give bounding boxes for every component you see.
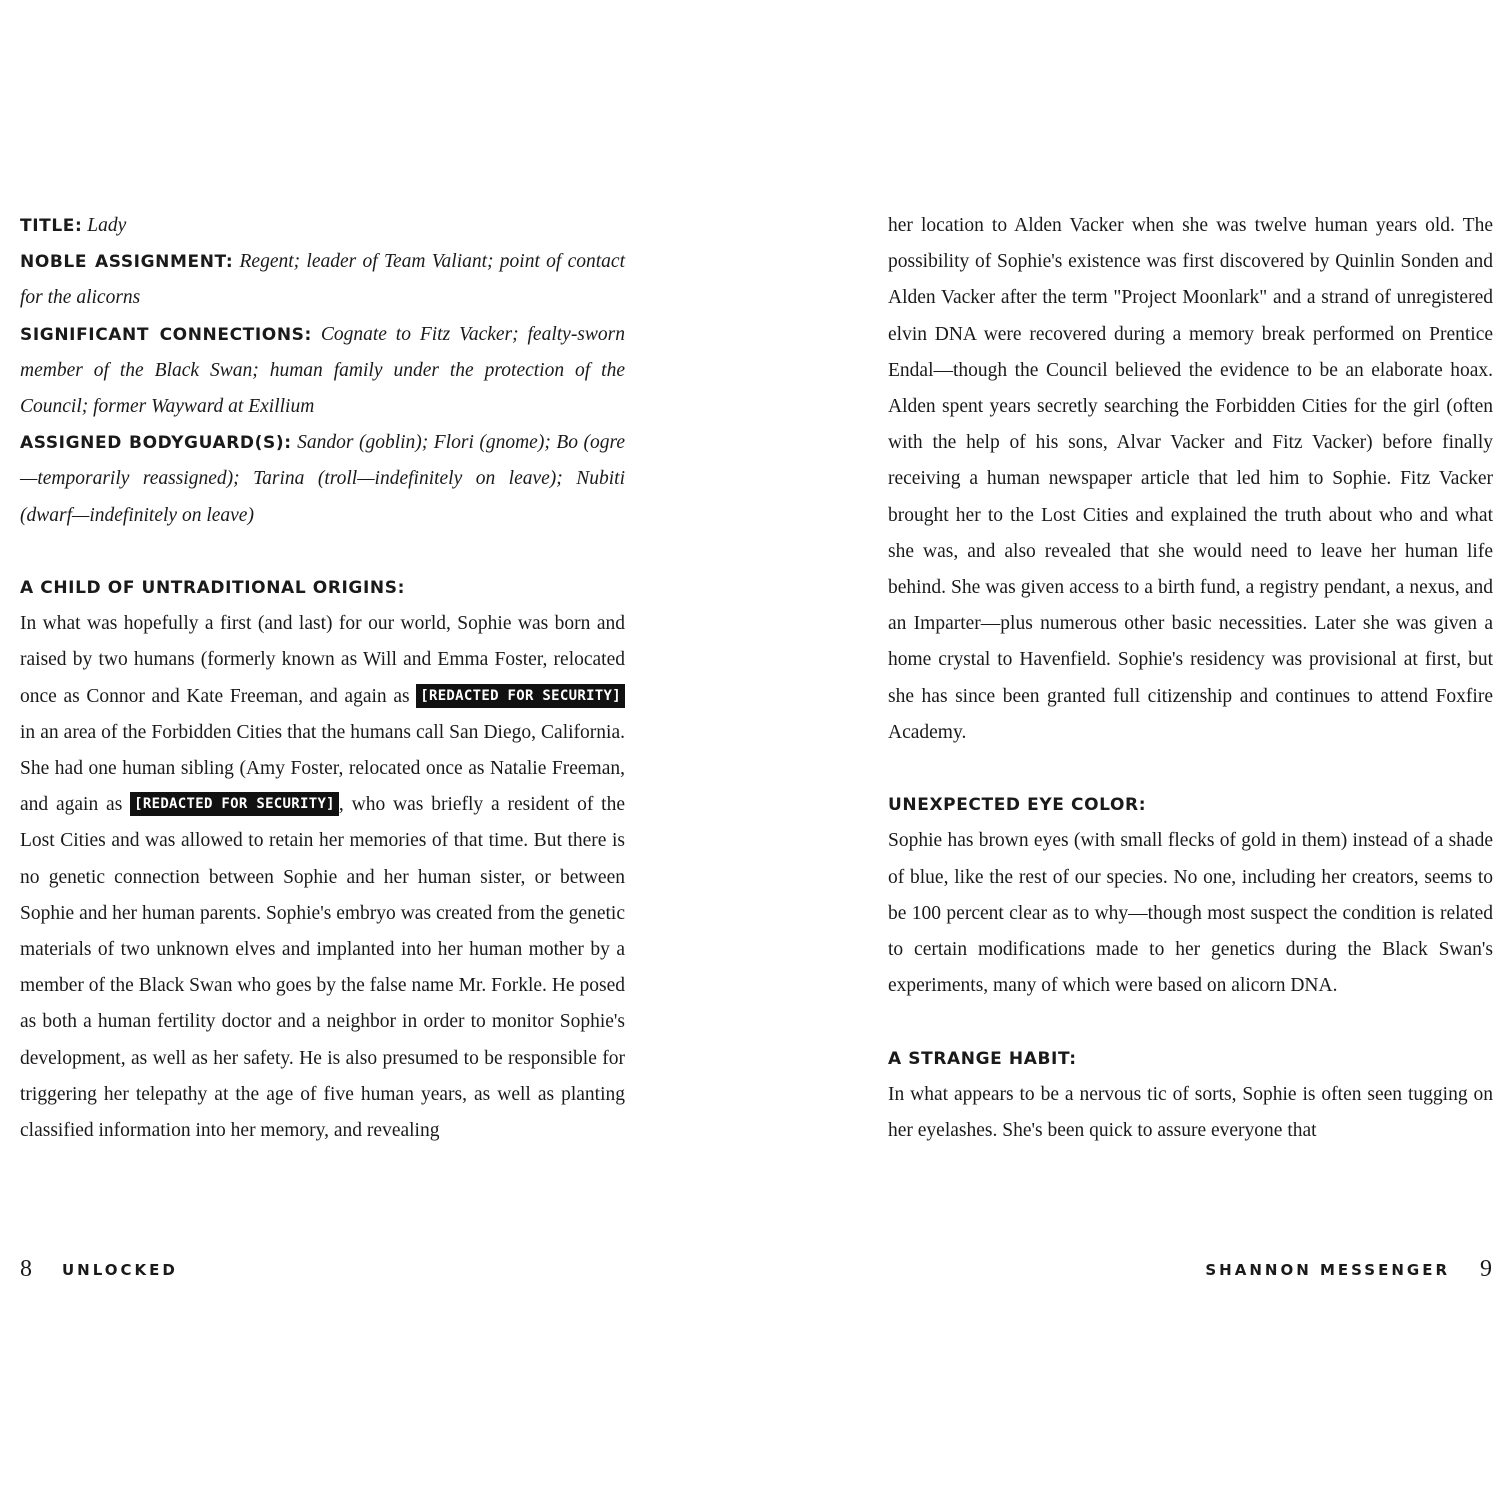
origins-paragraph: In what was hopefully a first (and last) for our world, Sophie was born and raised by two humans (formerly known as Will and Emma Foster, relocated once as Connor and Kate Freeman, and again as [REDACTED FOR SECURITY] in an area of the Forbidden Cities that the humans call San Diego, California. She had one human sibling (Amy Foster, relocated once as Natalie Freeman, and again as [REDACTED FOR SECURITY] , who was briefly a resident of the Lost Cities and was allowed to retain her memories of that time. But there is no genetic connection between Sophie and her human sister, or between Sophie and her human parents. Sophie's embryo was created from the genetic materials of two unknown elves and implanted into her human mother by a member of the Black Swan who goes by the false name Mr. Forkle. He posed as both a human fertility doctor and a neighbor in order to monitor Sophie's development, as well as her safety. He is also presumed to be responsible for triggering her telepathy at the age of five human years, as well as planting classified information into her memory, and revealing <box>20 613 625 1142</box>
entry-title: TITLE: Lady <box>20 215 127 236</box>
left-page <box>20 208 625 1149</box>
redacted-block-1: [REDACTED FOR SECURITY] <box>416 684 625 708</box>
running-head-right: SHANNON MESSENGER <box>1205 1260 1450 1279</box>
redacted-block-2: [REDACTED FOR SECURITY] <box>130 792 339 816</box>
entry-assigned-bodyguards: ASSIGNED BODYGUARD(S): Sandor (goblin); Flori (gnome); Bo (ogre—temporarily reassigned); Tarina (troll—indefinitely on leave); Nubiti (dwarf—indefinitely on leave) <box>20 432 625 526</box>
section-heading-strange-habit: A STRANGE HABIT: <box>888 1048 1077 1069</box>
discovery-paragraph: her location to Alden Vacker when she was twelve human years old. The possibility of Sophie's existence was first discovered by Quinlin Sonden and Alden Vacker after the term "Project Moonlark" and a strand of unregistered elvin DNA were recovered during a memory break performed on Prentice Endal—though the Council believed the evidence to be an elaborate hoax. Alden spent years secretly searching the Forbidden Cities for the girl (often with the help of his sons, Alvar Vacker and Fitz Vacker) before finally receiving a human newspaper article that led him to Sophie. Fitz Vacker brought her to the Lost Cities and explained the truth about who and what she was, and also revealed that she would need to leave her human life behind. She was given access to a birth fund, a registry pendant, a nexus, and an Imparter—plus numerous other basic necessities. Later she was given a home crystal to Havenfield. Sophie's residency was provisional at first, but she has since been granted full citizenship and continues to attend Foxfire Academy. <box>888 215 1493 743</box>
eye-color-paragraph: Sophie has brown eyes (with small flecks of gold in them) instead of a shade of blue, like the rest of our species. No one, including her creators, seems to be 100 percent clear as to why—though most suspect the condition is related to certain modifications made to her genetics during the Black Swan's experiments, many of which were based on alicorn DNA. <box>888 830 1493 997</box>
entry-noble-assignment: NOBLE ASSIGNMENT: Regent; leader of Team Valiant; point of contact for the alicorns <box>20 251 625 309</box>
running-head-left: UNLOCKED <box>62 1260 178 1279</box>
left-footer <box>20 1256 178 1283</box>
right-page <box>888 208 1493 1149</box>
strange-habit-paragraph: In what appears to be a nervous tic of sorts, Sophie is often seen tugging on her eyelashes. She's been quick to assure everyone that <box>888 1083 1493 1142</box>
page-number-left: 8 <box>20 1256 32 1282</box>
page-number-right: 9 <box>1480 1256 1492 1282</box>
entry-significant-connections: SIGNIFICANT CONNECTIONS: Cognate to Fitz Vacker; fealty-sworn member of the Black Swan; human family under the protection of the Council; former Wayward at Exillium <box>20 323 625 418</box>
section-heading-eye-color: UNEXPECTED EYE COLOR: <box>888 795 1147 816</box>
section-heading-origins: A CHILD OF UNTRADITIONAL ORIGINS: <box>20 578 405 599</box>
right-footer <box>1205 1256 1492 1283</box>
